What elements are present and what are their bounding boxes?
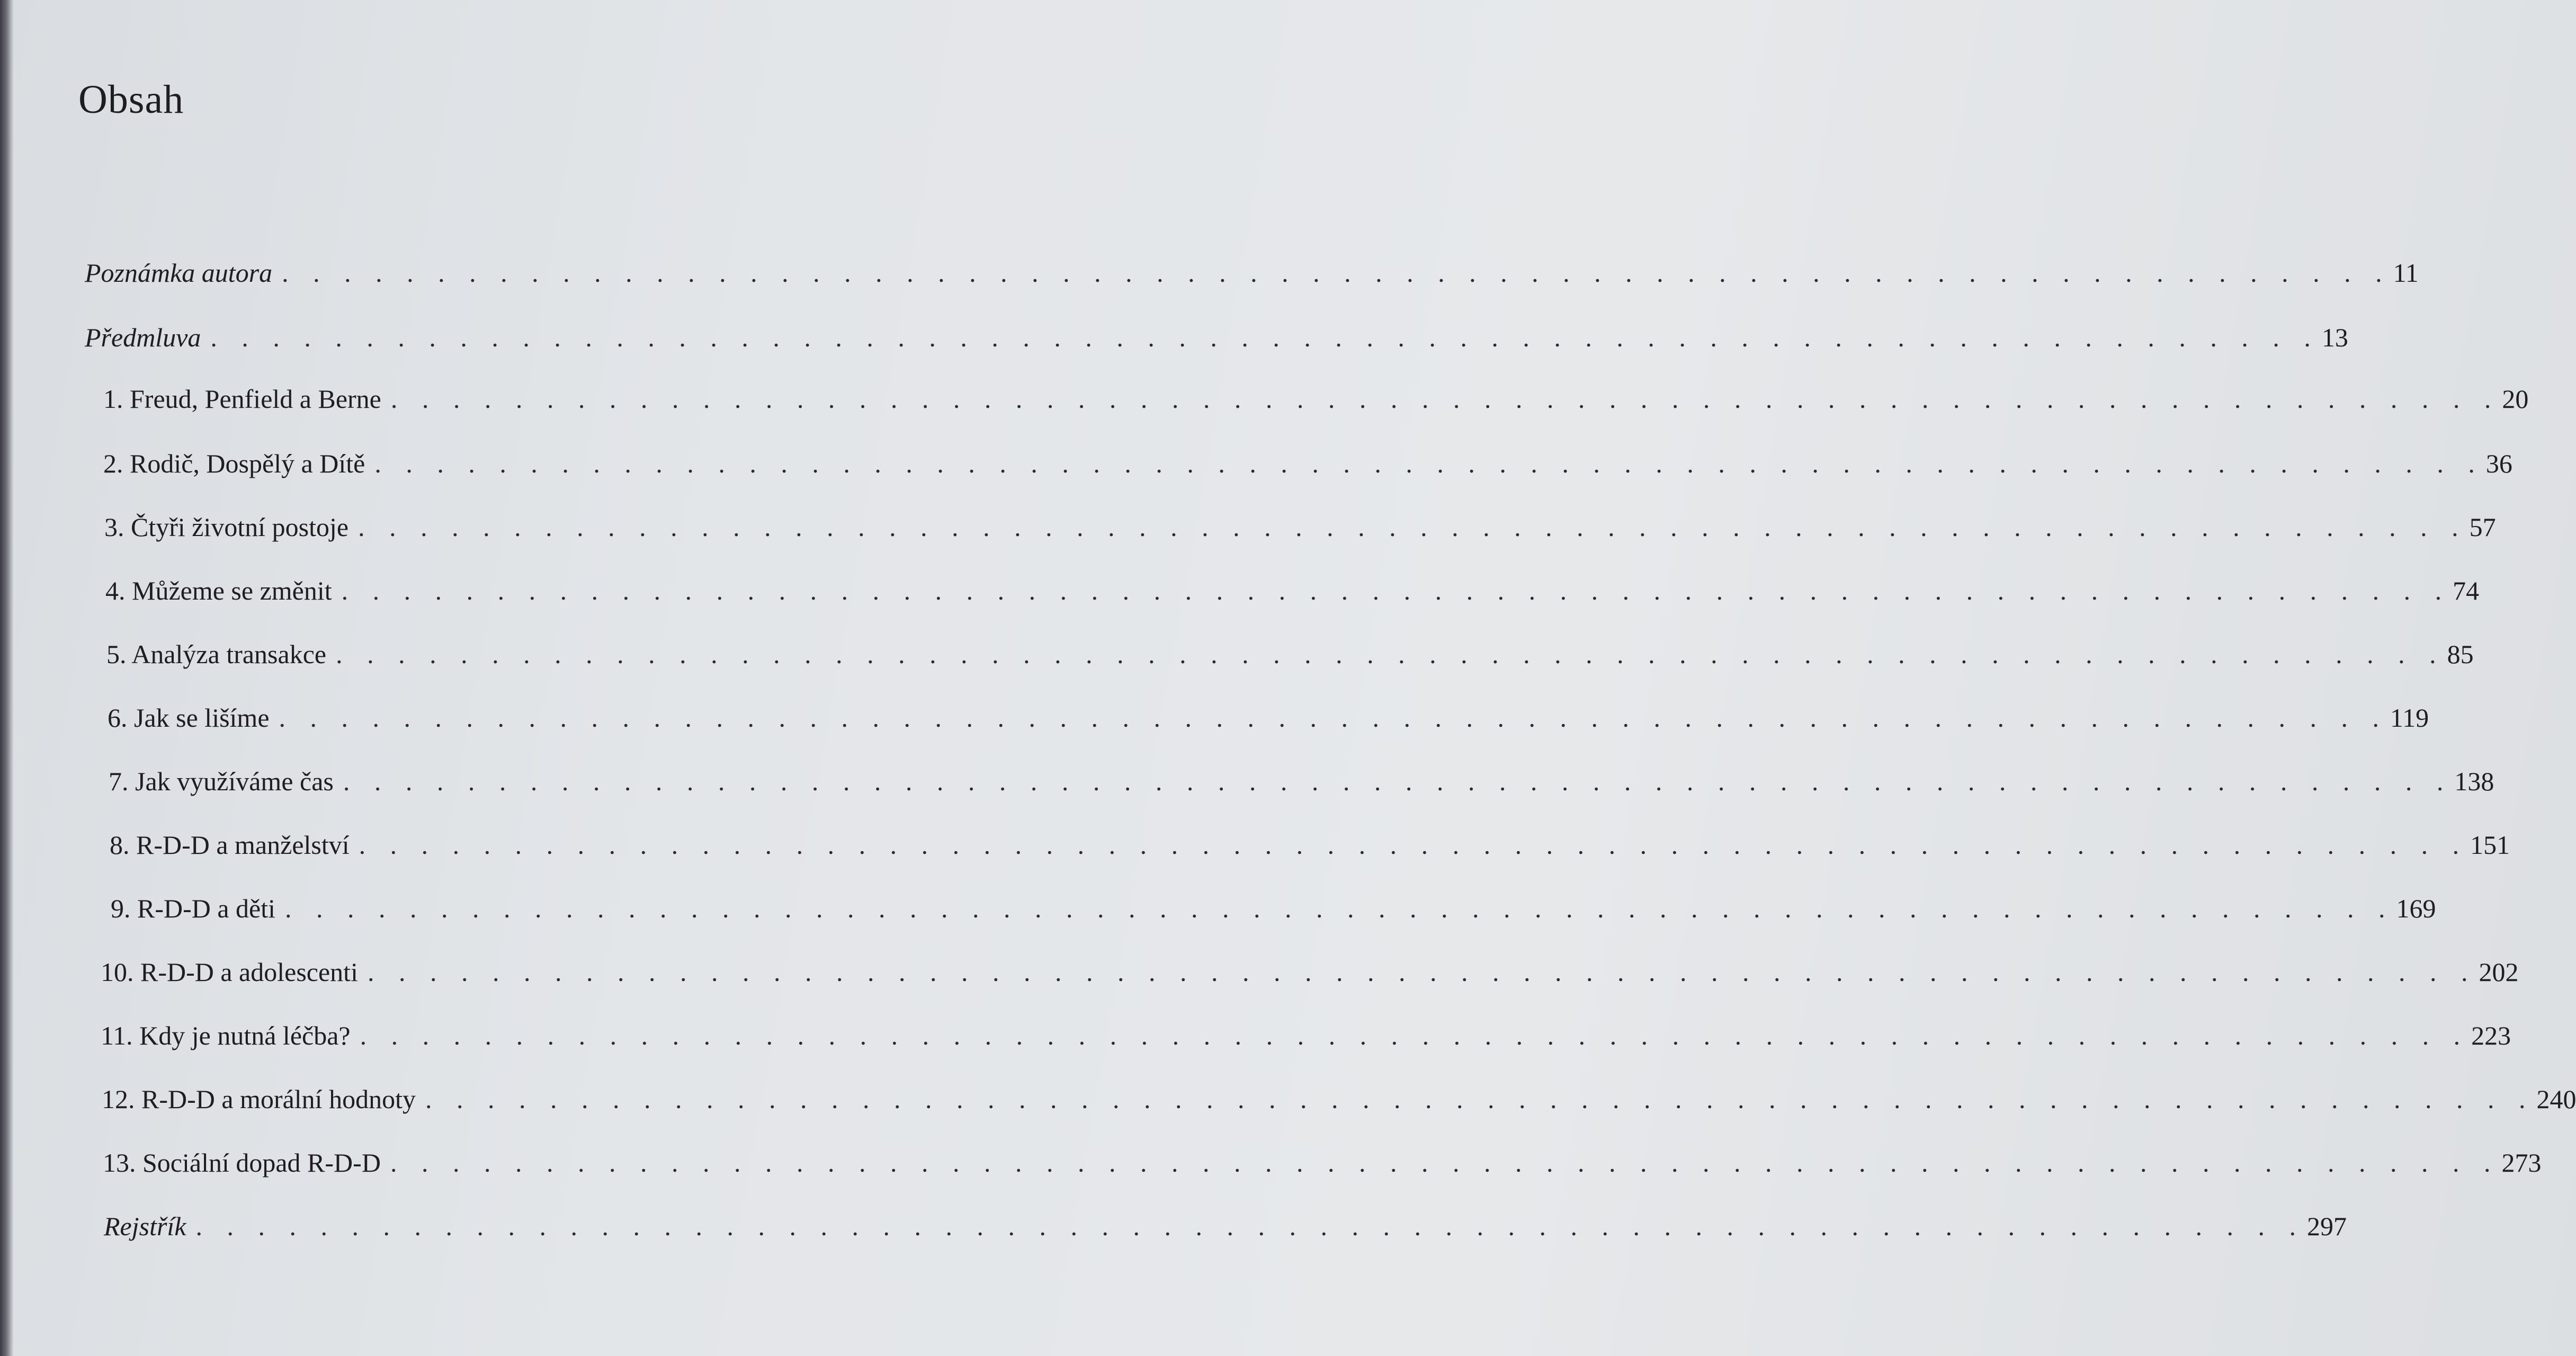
toc-entry-chapter-4 xyxy=(105,576,2480,605)
toc-entry-label: 4. Můžeme se změnit xyxy=(105,576,332,605)
toc-entry-chapter-13 xyxy=(103,1148,2542,1177)
toc-entry-page: 20 xyxy=(2502,384,2529,414)
toc-entry-chapter-7 xyxy=(109,766,2494,796)
toc-leader-dots: . . . . . . . . . . . . . . . . . . . . . . . . . . . . . . . . . . . . . . . . . . . . . . . . . . . . . . . . . . . . . . . . . . . . xyxy=(279,703,2389,733)
toc-entry-page: 11 xyxy=(2393,258,2419,288)
toc-leader-dots: . . . . . . . . . . . . . . . . . . . . . . . . . . . . . . . . . . . . . . . . . . . . . . . . . . . . . . . . . . . . . . . . . . . . xyxy=(374,449,2484,478)
toc-leader-dots: . . . . . . . . . . . . . . . . . . . . . . . . . . . . . . . . . . . . . . . . . . . . . . . . . . . . . . . . . . . . . . . . . . . . xyxy=(282,258,2391,288)
toc-entry-label: Předmluva xyxy=(85,323,201,352)
toc-entry-chapter-5 xyxy=(106,639,2474,669)
toc-leader-dots: . . . . . . . . . . . . . . . . . . . . . . . . . . . . . . . . . . . . . . . . . . . . . . . . . . . . . . . . . . . . . . . . . . . . xyxy=(343,766,2453,796)
toc-entry-label: 11. Kdy je nutná léčba? xyxy=(101,1021,351,1050)
toc-entry-page: 57 xyxy=(2469,512,2496,542)
toc-entry-label: 6. Jak se lišíme xyxy=(108,703,270,733)
toc-leader-dots: . . . . . . . . . . . . . . . . . . . . . . . . . . . . . . . . . . . . . . . . . . . . . . . . . . . . . . . . . . . . . . . . . . . . xyxy=(358,512,2467,542)
toc-entry-preface xyxy=(85,323,2348,352)
toc-entry-label: 2. Rodič, Dospělý a Dítě xyxy=(103,449,365,478)
toc-entry-page: 119 xyxy=(2390,703,2429,733)
toc-entry-label: 1. Freud, Penfield a Berne xyxy=(103,384,381,414)
toc-leader-dots: . . . . . . . . . . . . . . . . . . . . . . . . . . . . . . . . . . . . . . . . . . . . . . . . . . . . . . . . . . . . . . . . . . . . xyxy=(367,957,2477,987)
toc-entry-page: 85 xyxy=(2447,639,2474,669)
toc-entry-chapter-1 xyxy=(103,384,2529,414)
toc-leader-dots: . . . . . . . . . . . . . . . . . . . . . . . . . . . . . . . . . . . . . . . . . . . . . . . . . . . . . . . . . . . . . . . . . . . . xyxy=(359,830,2468,860)
toc-entry-chapter-6 xyxy=(108,703,2429,733)
toc-entry-chapter-12 xyxy=(102,1084,2576,1114)
toc-entry-page: 74 xyxy=(2453,576,2480,605)
toc-entry-chapter-11 xyxy=(101,1021,2511,1050)
toc-leader-dots: . . . . . . . . . . . . . . . . . . . . . . . . . . . . . . . . . . . . . . . . . . . . . . . . . . . . . . . . . . . . . . . . . . . . xyxy=(360,1021,2470,1050)
toc-entry-page: 138 xyxy=(2454,766,2494,796)
toc-entry-page: 223 xyxy=(2471,1021,2511,1050)
toc-leader-dots: . . . . . . . . . . . . . . . . . . . . . . . . . . . . . . . . . . . . . . . . . . . . . . . . . . . . . . . . . . . . . . . . . . . . xyxy=(195,1211,2305,1241)
toc-entry-chapter-3 xyxy=(104,512,2496,542)
toc-entry-page: 36 xyxy=(2485,449,2512,478)
toc-entry-chapter-8 xyxy=(110,830,2510,860)
toc-entry-page: 240 xyxy=(2536,1084,2576,1114)
toc-leader-dots: . . . . . . . . . . . . . . . . . . . . . . . . . . . . . . . . . . . . . . . . . . . . . . . . . . . . . . . . . . . . . . . . . . . . xyxy=(285,894,2394,923)
page-title: Obsah xyxy=(78,77,184,122)
toc-entry-label: 7. Jak využíváme čas xyxy=(109,766,334,796)
toc-entry-label: 13. Sociální dopad R-D-D xyxy=(103,1148,381,1177)
toc-entry-label: 8. R-D-D a manželství xyxy=(110,830,350,860)
toc-leader-dots: . . . . . . . . . . . . . . . . . . . . . . . . . . . . . . . . . . . . . . . . . . . . . . . . . . . . . . . . . . . . . . . . . . . . xyxy=(210,323,2320,352)
toc-entry-index xyxy=(104,1211,2347,1241)
toc-entry-chapter-10 xyxy=(101,957,2519,987)
toc-leader-dots: . . . . . . . . . . . . . . . . . . . . . . . . . . . . . . . . . . . . . . . . . . . . . . . . . . . . . . . . . . . . . . . . . . . . xyxy=(341,576,2451,605)
toc-leader-dots: . . . . . . . . . . . . . . . . . . . . . . . . . . . . . . . . . . . . . . . . . . . . . . . . . . . . . . . . . . . . . . . . . . . . xyxy=(390,1148,2500,1177)
toc-entry-author-note xyxy=(85,258,2419,288)
toc-leader-dots: . . . . . . . . . . . . . . . . . . . . . . . . . . . . . . . . . . . . . . . . . . . . . . . . . . . . . . . . . . . . . . . . . . . . xyxy=(336,639,2445,669)
toc-entry-chapter-9 xyxy=(111,894,2436,923)
toc-entry-page: 169 xyxy=(2396,894,2436,923)
toc-entry-label: 3. Čtyři životní postoje xyxy=(104,512,349,542)
toc-entry-label: 12. R-D-D a morální hodnoty xyxy=(102,1084,416,1114)
toc-leader-dots: . . . . . . . . . . . . . . . . . . . . . . . . . . . . . . . . . . . . . . . . . . . . . . . . . . . . . . . . . . . . . . . . . . . . xyxy=(425,1084,2535,1114)
toc-entry-chapter-2 xyxy=(103,449,2512,478)
toc-leader-dots: . . . . . . . . . . . . . . . . . . . . . . . . . . . . . . . . . . . . . . . . . . . . . . . . . . . . . . . . . . . . . . . . . . . . xyxy=(390,384,2500,414)
toc-entry-label: 5. Analýza transakce xyxy=(106,639,327,669)
toc-entry-label: 9. R-D-D a děti xyxy=(111,894,276,923)
toc-entry-page: 297 xyxy=(2307,1211,2347,1241)
toc-entry-page: 151 xyxy=(2470,830,2510,860)
toc-entry-page: 13 xyxy=(2321,323,2348,352)
toc-entry-page: 273 xyxy=(2501,1148,2542,1177)
toc-entry-label: Poznámka autora xyxy=(85,258,273,288)
toc-entry-label: Rejstřík xyxy=(104,1211,186,1241)
toc-entry-label: 10. R-D-D a adolescenti xyxy=(101,957,358,987)
toc-entry-page: 202 xyxy=(2479,957,2519,987)
